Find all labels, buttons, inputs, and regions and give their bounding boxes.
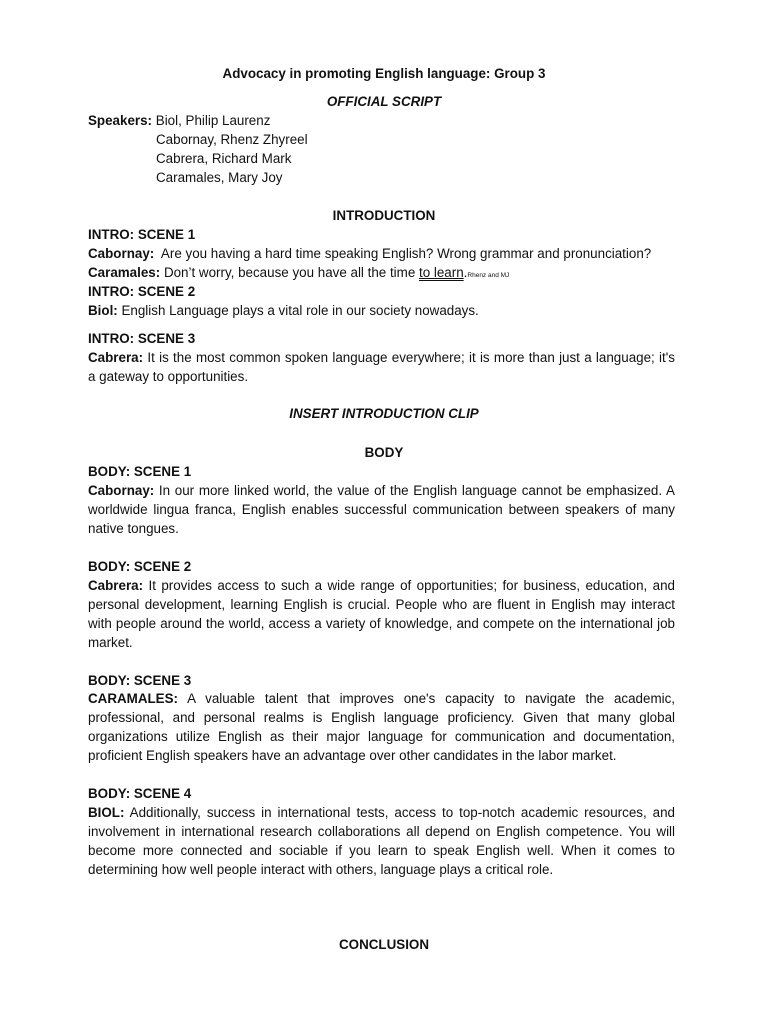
speakers-line (88, 111, 270, 130)
speaker-label: CARAMALES: (88, 691, 179, 706)
script-paragraph (88, 576, 675, 652)
script-line (88, 301, 479, 320)
dialogue-text: Are you having a hard time speaking English? Wrong grammar and pronunciation? (154, 246, 652, 261)
insert-clip-note: INSERT INTRODUCTION CLIP (289, 406, 479, 421)
speaker-name: Cabornay, Rhenz Zhyreel (156, 132, 308, 147)
speaker-label: Biol: (88, 303, 118, 318)
scene-label: INTRO: SCENE 2 (88, 284, 196, 299)
document-subtitle: OFFICIAL SCRIPT (326, 94, 442, 109)
speaker-name: Caramales, Mary Joy (156, 170, 283, 185)
scene-label: BODY: SCENE 1 (88, 464, 192, 479)
dialogue-text: It provides access to such a wide range of opportunities; for business, education, and personal development, learning English is crucial. People who are fluent in English may interact with people around the world, access a variety of knowledge, and compete on the international job market. (88, 578, 675, 650)
section-heading-introduction: INTRODUCTION (332, 208, 436, 223)
script-paragraph (88, 481, 675, 538)
speaker-label: Cabrera: (88, 578, 144, 593)
speaker-label: BIOL: (88, 805, 125, 820)
scene-label: BODY: SCENE 4 (88, 786, 192, 801)
speaker-name: Cabrera, Richard Mark (156, 151, 292, 166)
dialogue-text: Additionally, success in international tests, access to top-notch academic resources, and involvement in international research collaborations all depend on English competence. You will become more connected and sociable if you learn to speak English well. When it comes to determining how well people interact with others, language plays a critical role. (88, 805, 675, 877)
margin-note: Rhenz and MJ (467, 272, 510, 279)
dialogue-text: English Language plays a vital role in our society nowadays. (117, 303, 479, 318)
script-paragraph (88, 348, 675, 386)
scene-label: BODY: SCENE 3 (88, 673, 192, 688)
speaker-name: Biol, Philip Laurenz (155, 113, 271, 128)
underlined-text: to learn (418, 265, 464, 280)
section-heading-conclusion: CONCLUSION (338, 937, 429, 952)
dialogue-text: It is the most common spoken language everywhere; it is more than just a language; it's a gateway to opportunities. (88, 350, 675, 384)
scene-label: INTRO: SCENE 1 (88, 227, 196, 242)
dialogue-text: In our more linked world, the value of the English language cannot be emphasized. A worldwide lingua franca, English enables successful communication between speakers of many native tongues. (88, 483, 675, 536)
script-line (88, 244, 651, 263)
speakers-label: Speakers: (88, 113, 153, 128)
speaker-label: Cabornay: (88, 483, 155, 498)
scene-label: INTRO: SCENE 3 (88, 331, 196, 346)
section-heading-body: BODY (364, 445, 404, 460)
dialogue-text: A valuable talent that improves one's capacity to navigate the academic, professional, and personal realms is English language proficiency. Given that many global organizations utilize English as their major language for communication and documentation, proficient English speakers have an advantage over other candidates in the labor market. (88, 691, 675, 763)
speaker-label: Cabornay: (88, 246, 155, 261)
script-paragraph (88, 803, 675, 879)
speaker-label: Caramales: (88, 265, 161, 280)
dialogue-text: Don’t worry, because you have all the time (160, 265, 419, 280)
script-paragraph (88, 689, 675, 765)
document-title: Advocacy in promoting English language: Group 3 (222, 66, 546, 81)
speaker-label: Cabrera: (88, 350, 144, 365)
scene-label: BODY: SCENE 2 (88, 559, 192, 574)
dialogue-period: . (463, 265, 468, 280)
